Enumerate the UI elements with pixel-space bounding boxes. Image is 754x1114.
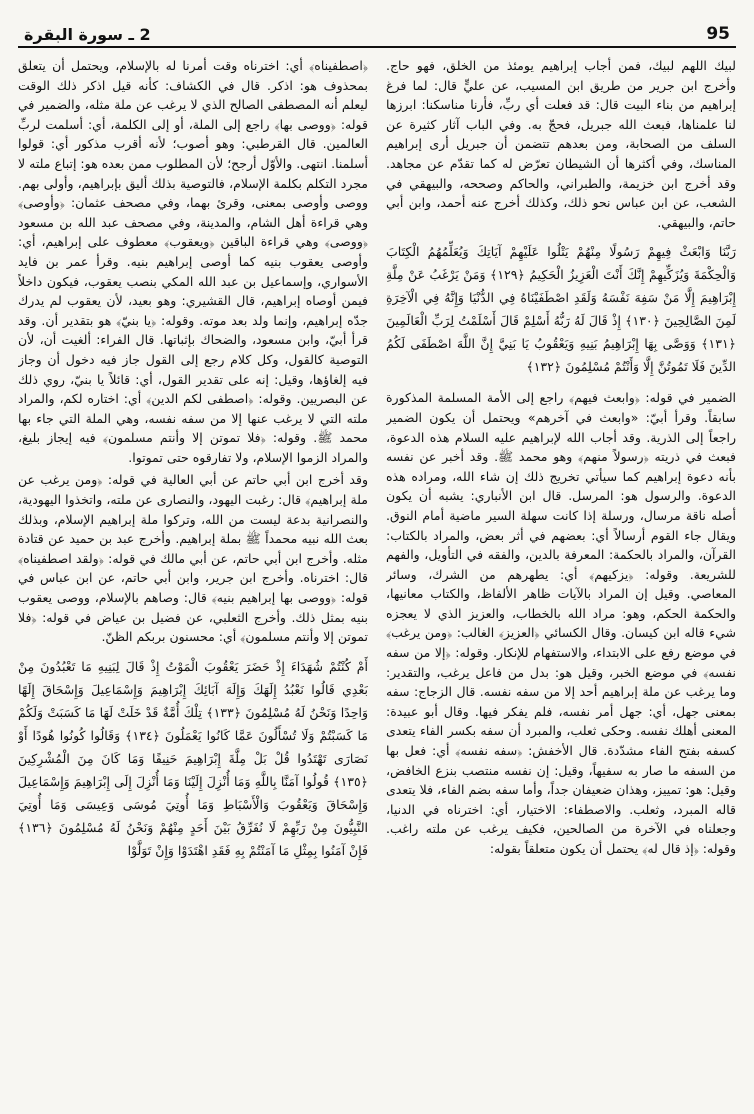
page-number: 95 bbox=[706, 24, 730, 44]
quran-verse-block-right: رَبَّنَا وَابْعَثْ فِيهِمْ رَسُولًا مِنْهُمْ يَتْلُوا عَلَيْهِمْ آيَاتِكَ وَيُعَلِّمُهُمُ الْكِتَابَ وَالْحِكْمَةَ وَيُزَكِّيهِمْ إِنَّكَ أَنْتَ الْعَزِيزُ الْحَكِيمُ ﴿١٢٩﴾ وَمَنْ يَرْغَبُ عَنْ مِلَّةِ إِبْرَاهِيمَ إِلَّا مَنْ سَفِهَ نَفْسَهُ وَلَقَدِ اصْطَفَيْنَاهُ فِي الدُّنْيَا وَإِنَّهُ فِي الْآخِرَةِ لَمِنَ الصَّالِحِينَ ﴿١٣٠﴾ إِذْ قَالَ لَهُ رَبُّهُ أَسْلِمْ قَالَ أَسْلَمْتُ لِرَبِّ الْعَالَمِينَ ﴿١٣١﴾ وَوَصَّى بِهَا إِبْرَاهِيمُ بَنِيهِ وَيَعْقُوبُ يَا بَنِيَّ إِنَّ اللَّهَ اصْطَفَى لَكُمُ الدِّينَ فَلَا تَمُوتُنَّ إِلَّا وَأَنْتُمْ مُسْلِمُونَ ﴿١٣٢﴾ bbox=[386, 244, 736, 375]
left-paragraph-1: ﴿اصطفيناه﴾ أي: اخترناه وقت أمرنا له بالإسلام، ويحتمل أن يتعلق بمحذوف هو: اذكر. قال في الكشاف: كأنه قيل اذكر ذلك الوقت ليعلم أنه المصطفى الصالح الذي لا يرغب عن ملة مثله، والضمير في قوله: ﴿ووصى بها﴾ راجع إلى الملة، أو إلى الكلمة، أي: أسلمت لربِّ العالمين. قال القرطبي: وهو أصوب؛ لأنه أقرب مذكور أي: قولوا أسلمنا. انتهى. والأوّل أرجح؛ لأن المطلوب ممن بعده هو: إتباع ملته لا مجرد التكلم بكلمة الإسلام، فالتوصية بذلك أليق بإبراهيم، وأولى بهم. ووصى وأوصى بمعنى، وقرئ بهما، وفي مصحف عثمان: ﴿وأوصى﴾ وهي قراءة أهل الشام، والمدينة، وفي مصحف عبد الله بن مسعود ﴿ووصى﴾ وهي قراءة الباقين ﴿ويعقوب﴾ معطوف على إبراهيم، أي: وأوصى يعقوب بنيه كما أوصى إبراهيم بنيه. وقرأ عمر بن فايد الأسواري، وإسماعيل بن عبد الله المكي بنصب يعقوب، فيكون داخلاً فيمن أوصاه إبراهيم، قال القشيري: وهو بعيد، لأن يعقوب لم يدرك جدّه إبراهيم، وإنما ولد بعد موته. وقوله: ﴿يا بنيّ﴾ هو بتقدير أن. وقد قرأ أبيّ، وابن مسعود، والضحاك بإثباتها. قال الفراء: ألغيت أن، لأن التوصية كالقول، وكل كلام رجع إلى القول جاز فيه دخول أن وجاز فيه إلغاؤها، وقيل: إنه على تقدير القول، أي: قائلاً يا بنيّ، روي ذلك عن البصريين. وقوله: ﴿اصطفى لكم الدين﴾ أي: اختاره لكم، والمراد ملته التي لا يرغب عنها إلا من سفه نفسه، وهي الملة التي جاء بها محمد ﷺ. وقوله: ﴿فلا تموتن إلا وأنتم مسلمون﴾ فيه إيجاز بليغ، والمراد الزموا الإسلام، ولا تفارقوه حتى تموتوا. bbox=[18, 58, 368, 465]
page-header bbox=[18, 14, 736, 48]
right-paragraph-1: لبيك اللهم لبيك، فمن أجاب إبراهيم يومئذ من الخلق، فهو حاج. وأخرج ابن جرير من طريق ابن المسيب، عن عليٍّ قال: لما فرغ إبراهيم من بناء البيت قال: قد فعلت أي ربِّ، فأرنا مناسكنا: ابرزها لنا علمناها، فبعث الله جبريل، فحجّ به. وفي الباب آثار كثيرة عن السلف من الصحابة، ومن بعدهم تتضمن أن جبريل أرى إبراهيم المناسك، وفي أكثرها أن الشيطان تعرّض له كما تقدّم عن مجاهد. وقد أخرج ابن خزيمة، والطبراني، والحاكم وصححه، والبيهقي في الشعب، عن ابن عباس نحو ذلك، وكذلك أخرج عنه أحمد، وابن أبي حاتم، والبيهقي. bbox=[386, 58, 736, 230]
surah-title: 2 ـ سورة البقرة bbox=[24, 25, 151, 44]
left-paragraph-2: وقد أخرج ابن أبي حاتم عن أبي العالية في قوله: ﴿ومن يرغب عن ملة إبراهيم﴾ قال: رغبت اليهود، والنصارى عن ملته، واتخذوا اليهودية، والنصرانية بدعة ليست من الله، وتركوا ملة إبراهيم الإسلام، وبذلك بعث الله نبيه محمداً ﷺ بملة إبراهيم. وأخرج عبد بن حميد عن قتادة مثله. وأخرج ابن أبي حاتم، عن أبي مالك في قوله: ﴿ولقد اصطفيناه﴾ قال: اخترناه. وأخرج ابن جرير، وابن أبي حاتم، عن ابن عباس في قوله: ﴿ووصى بها إبراهيم بنيه﴾ قال: وصاهم بالإسلام، ووصى يعقوب بنيه بمثل ذلك. وأخرج الثعلبي، عن فضيل بن عياض في قوله: ﴿فلا تموتن إلا وأنتم مسلمون﴾ أي: محسنون بربكم الظنّ. bbox=[18, 472, 368, 645]
text-columns bbox=[18, 56, 736, 1096]
right-column bbox=[386, 56, 736, 1096]
left-column bbox=[18, 56, 368, 1096]
quran-verse-block-left: أَمْ كُنْتُمْ شُهَدَاءَ إِذْ حَضَرَ يَعْقُوبَ الْمَوْتُ إِذْ قَالَ لِبَنِيهِ مَا تَعْبُدُونَ مِنْ بَعْدِي قَالُوا نَعْبُدُ إِلَهَكَ وَإِلَهَ آبَائِكَ إِبْرَاهِيمَ وَإِسْمَاعِيلَ وَإِسْحَاقَ إِلَهًا وَاحِدًا وَنَحْنُ لَهُ مُسْلِمُونَ ﴿١٣٣﴾ تِلْكَ أُمَّةٌ قَدْ خَلَتْ لَهَا مَا كَسَبَتْ وَلَكُمْ مَا كَسَبْتُمْ وَلَا تُسْأَلُونَ عَمَّا كَانُوا يَعْمَلُونَ ﴿١٣٤﴾ وَقَالُوا كُونُوا هُودًا أَوْ نَصَارَى تَهْتَدُوا قُلْ بَلْ مِلَّةَ إِبْرَاهِيمَ حَنِيفًا وَمَا كَانَ مِنَ الْمُشْرِكِينَ ﴿١٣٥﴾ قُولُوا آمَنَّا بِاللَّهِ وَمَا أُنْزِلَ إِلَيْنَا وَمَا أُنْزِلَ إِلَى إِبْرَاهِيمَ وَإِسْمَاعِيلَ وَإِسْحَاقَ وَيَعْقُوبَ وَالْأَسْبَاطِ وَمَا أُوتِيَ مُوسَى وَعِيسَى وَمَا أُوتِيَ النَّبِيُّونَ مِنْ رَبِّهِمْ لَا نُفَرِّقُ بَيْنَ أَحَدٍ مِنْهُمْ وَنَحْنُ لَهُ مُسْلِمُونَ ﴿١٣٦﴾ فَإِنْ آمَنُوا بِمِثْلِ مَا آمَنْتُمْ بِهِ فَقَدِ اهْتَدَوْا وَإِنْ تَوَلَّوْا bbox=[18, 658, 368, 858]
right-paragraph-2: الضمير في قوله: ﴿وابعث فيهم﴾ راجع إلى الأمة المسلمة المذكورة سابقاً. وقرأ أبيّ: «وابعث في آخرهم» ويحتمل أن يكون الضمير راجعاً إلى الذرية. وقد أجاب الله لإبراهيم عليه السلام هذه الدعوة، فبعث في ذريته ﴿رسولاً منهم﴾ وهو محمد ﷺ. وقد أخبر عن نفسه بأنه دعوة إبراهيم كما سيأتي تخريج ذلك إن شاء الله، ومراده هذه الدعوة. والرسول هو: المرسل. قال ابن الأنباري: يشبه أن يكون أصله ناقة مرسال، ورسلة إذا كانت سهلة السير ماضية أمام النوق. ويقال جاء القوم أرسالاً أي: بعضهم في أثر بعض، والمراد بالكتاب: القرآن، والمراد بالحكمة: المعرفة بالدين، والفقه في التأويل، والفهم للشريعة. وقوله: ﴿يزكيهم﴾ أي: يطهرهم من الشرك، وسائر المعاصي. وقيل إن المراد بالآيات ظاهر الألفاظ، والكتاب معانيها، والحكمة الحكم، وهو: مراد الله بالخطاب، والعزيز الذي لا يعجزه شيء قاله ابن كيسان. وقال الكسائي ﴿العزيز﴾ الغالب: ﴿ومن يرغب﴾ في موضع رفع على الابتداء، والاستفهام للإنكار. وقوله: ﴿إلا من سفه نفسه﴾ في موضع الخبر، وقيل هو: بدل من فاعل يرغب، والتقدير: وما يرغب عن ملة إبراهيم أحد إلا من سفه نفسه. قال الزجاج: سفه بمعنى جهل، أي: جهل أمر نفسه، فلم يفكر فيها. وقال أبو عبيدة: المعنى أهلك نفسه. وحكى ثعلب، والمبرد أن سفه بكسر الفاء يتعدى كسفه بفتح الفاء مشدّدة. قال الأخفش: ﴿سفه نفسه﴾ أي: فعل بها من السفه ما صار به سفيهاً، وقيل: إن نفسه منتصب بنزع الخافض، وقيل: هو: تمييز، وهذان ضعيفان جداً، وأما سفه بضم الفاء، فلا يتعدى قاله المبرد، وثعلب. والاصطفاء: الاختيار، أي: اخترناه في الدنيا، وجعلناه في الآخرة من الصالحين، فكيف يرغب عن ملته راغب. وقوله: ﴿إذ قال له﴾ يحتمل أن يكون متعلقاً بقوله: bbox=[386, 390, 736, 856]
